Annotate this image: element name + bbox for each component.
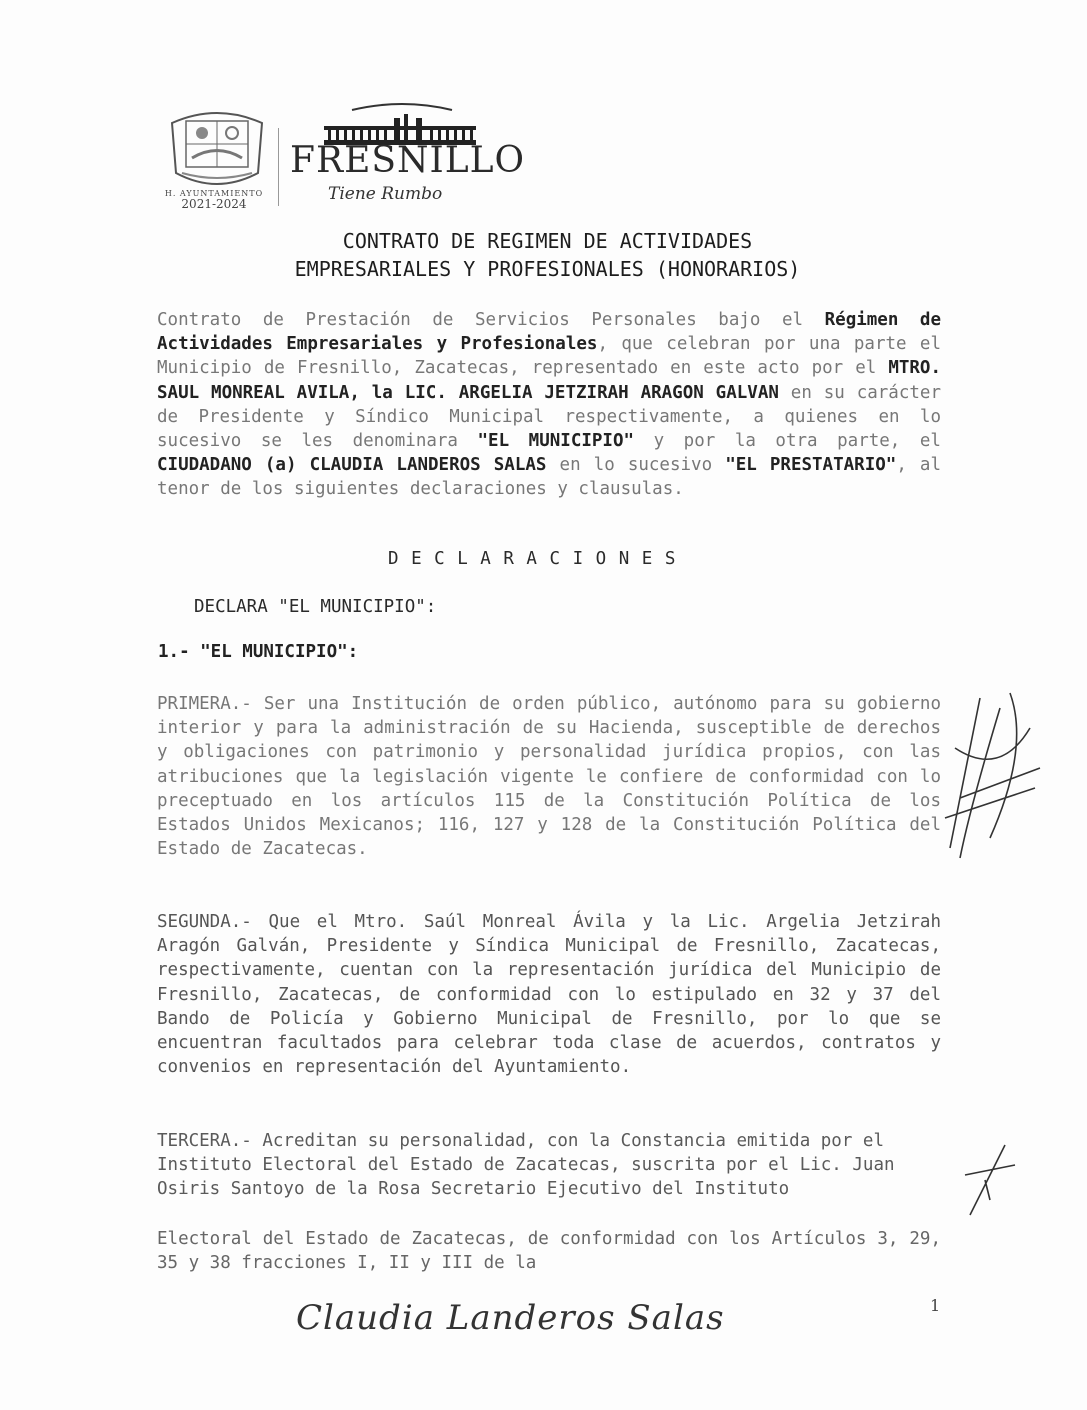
handwritten-signature-name: Claudia Landeros Salas	[296, 1298, 725, 1338]
intro-paragraph: Contrato de Prestación de Servicios Personales bajo el Régimen de Actividades Empresariales y Profesionales, que celebran por una parte el Municipio de Fresnillo, Zacatecas, representado en este acto por el MTRO. SAUL MONREAL AVILA, la LIC. ARGELIA JETZIRAH ARAGON GALVAN en su carácter de Presidente y Síndico Municipal respectivamente, a quienes en lo sucesivo se les denominara "EL MUNICIPIO" y por la otra parte, el CIUDADANO (a) CLAUDIA LANDEROS SALAS en lo sucesivo "EL PRESTATARIO", al tenor de los siguientes declaraciones y clausulas.	[157, 310, 942, 500]
declara-municipio-heading: DECLARA "EL MUNICIPIO":	[194, 597, 437, 617]
seal-caption: H. AYUNTAMIENTO 2021-2024	[164, 189, 264, 211]
section-1-heading: 1.- "EL MUNICIPIO":	[158, 642, 359, 662]
declaraciones-heading: D E C L A R A C I O N E S	[388, 549, 677, 569]
clause-primera: PRIMERA.- Ser una Institución de orden público, autónomo para su gobierno interior y para la administración de su Hacienda, susceptible de derechos y obligaciones con patrimonio y personalidad jurídica propios, con las atribuciones que la legislación vigente le confiere de conformidad con lo preceptuado en los artículos 115 de la Constitución Política de los Estados Unidos Mexicanos; 116, 127 y 128 de la Constitución Política del Estado de Zacatecas.	[157, 694, 941, 860]
fresnillo-wordmark: FRESNILLO	[290, 140, 526, 181]
header-divider	[278, 128, 279, 206]
clause-tercera-part1: TERCERA.- Acreditan su personalidad, con la Constancia emitida por el Instituto Electoral del Estado de Zacatecas, suscrita por el Lic. Juan Osiris Santoyo de la Rosa Secretario Ejecutivo del Instituto	[157, 1131, 895, 1200]
margin-initial-mark	[955, 1140, 1025, 1220]
contract-title-line1: CONTRATO DE REGIMEN DE ACTIVIDADES	[342, 229, 753, 253]
clause-segunda: SEGUNDA.- Que el Mtro. Saúl Monreal Ávila y la Lic. Argelia Jetzirah Aragón Galván, Presidente y Síndica Municipal de Fresnillo, Zacatecas, respectivamente, cuentan con la representación jurídica del Municipio de Fresnillo, Zacatecas, de conformidad con lo estipulado en 32 y 37 del Bando de Policía y Gobierno Municipal de Fresnillo, por lo que se encuentran facultados para celebrar toda clase de acuerdos, contratos y convenios en representación del Ayuntamiento.	[157, 912, 941, 1078]
contract-title-line2: EMPRESARIALES Y PROFESIONALES (HONORARIOS)	[294, 257, 801, 281]
fresnillo-tagline: Tiene Rumbo	[328, 184, 443, 204]
page-number: 1	[930, 1296, 941, 1315]
clause-tercera-part2: Electoral del Estado de Zacatecas, de conformidad con los Artículos 3, 29, 35 y 38 fracciones I, II y III de la	[157, 1229, 941, 1274]
margin-signature-initials	[940, 688, 1050, 868]
